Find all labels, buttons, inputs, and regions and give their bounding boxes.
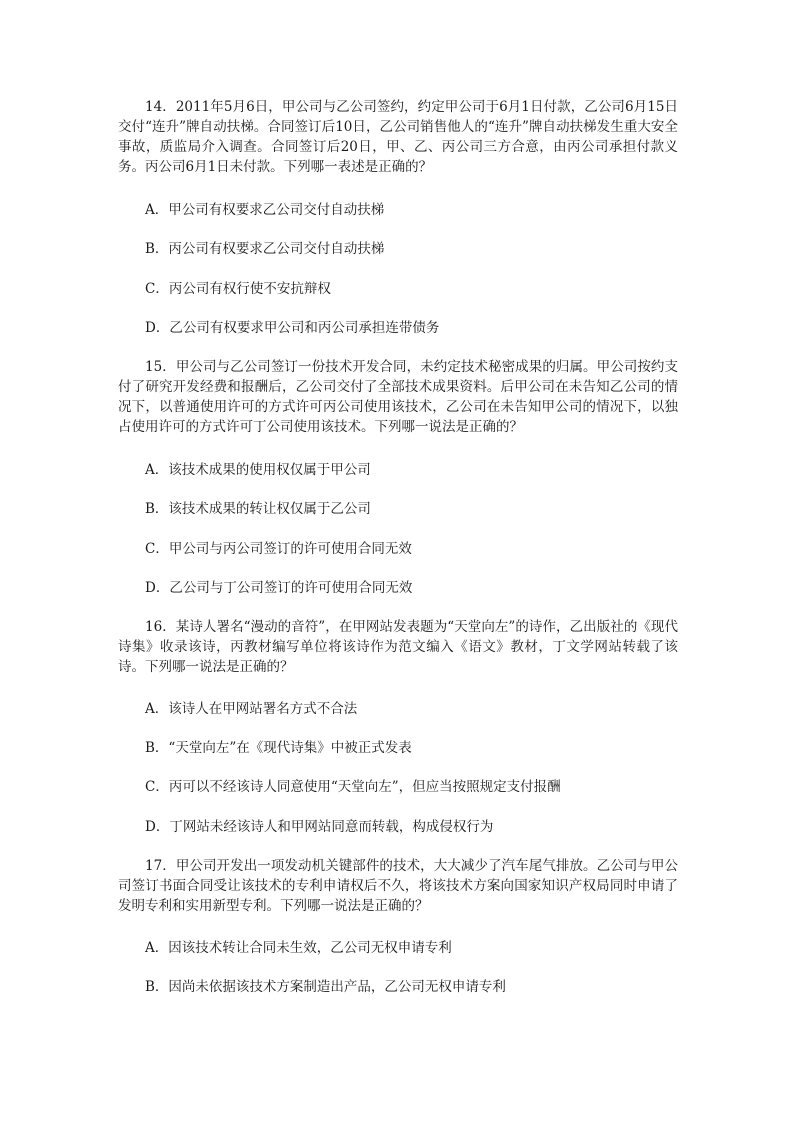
question-14-option-b: B．丙公司有权要求乙公司交付自动扶梯 xyxy=(145,241,385,257)
question-16-option-d: D．丁网站未经该诗人和甲网站同意而转载，构成侵权行为 xyxy=(145,819,494,835)
question-17-option-a: A．因该技术转让合同未生效，乙公司无权申请专利 xyxy=(145,940,452,956)
question-14-stem: 14．2011年5月6日，甲公司与乙公司签约，约定甲公司于6月1日付款，乙公司6月15日交付“连升”牌自动扶梯。合同签订后10日，乙公司销售他人的“连升”牌自动扶梯发生重大安全事故，质监局介入调查。合同签订后20日，甲、乙、丙公司三方合意，由丙公司承担付款义务。丙公司6月1日未付款。下列哪一表述是正确的？ xyxy=(118,99,678,175)
question-17-stem: 17．甲公司开发出一项发动机关键部件的技术，大大减少了汽车尾气排放。乙公司与甲公司签订书面合同受让该技术的专利申请权后不久，将该技术方案向国家知识产权局同时申请了发明专利和实用新型专利。下列哪一说法是正确的？ xyxy=(118,858,678,914)
question-16-stem: 16．某诗人署名“漫动的音符”，在甲网站发表题为“天堂向左”的诗作，乙出版社的《现代诗集》收录该诗，丙教材编写单位将该诗作为范文编入《语文》教材，丁文学网站转载了该诗。下列哪一说法是正确的？ xyxy=(118,619,678,675)
question-16-option-a: A．该诗人在甲网站署名方式不合法 xyxy=(145,701,358,717)
question-15-option-a: A．该技术成果的使用权仅属于甲公司 xyxy=(145,462,371,478)
question-16-option-b: B．“天堂向左”在《现代诗集》中被正式发表 xyxy=(145,740,412,756)
question-15-option-b: B．该技术成果的转让权仅属于乙公司 xyxy=(145,501,371,517)
question-15-stem: 15．甲公司与乙公司签订一份技术开发合同，未约定技术秘密成果的归属。甲公司按约支付了研究开发经费和报酬后，乙公司交付了全部技术成果资料。后甲公司在未告知乙公司的情况下，以普通使用许可的方式许可丙公司使用该技术，乙公司在未告知甲公司的情况下，以独占使用许可的方式许可丁公司使用该技术。下列哪一说法是正确的？ xyxy=(118,359,678,435)
question-15-option-c: C．甲公司与丙公司签订的许可使用合同无效 xyxy=(145,541,412,557)
question-15-option-d: D．乙公司与丁公司签订的许可使用合同无效 xyxy=(145,580,413,596)
question-14-option-c: C．丙公司有权行使不安抗辩权 xyxy=(145,281,331,297)
question-14-option-a: A．甲公司有权要求乙公司交付自动扶梯 xyxy=(145,202,385,218)
question-17-option-b: B．因尚未依据该技术方案制造出产品，乙公司无权申请专利 xyxy=(145,979,506,995)
question-14-option-d: D．乙公司有权要求甲公司和丙公司承担连带债务 xyxy=(145,320,440,336)
question-16-option-c: C．丙可以不经该诗人同意使用“天堂向左”，但应当按照规定支付报酬 xyxy=(145,779,561,795)
